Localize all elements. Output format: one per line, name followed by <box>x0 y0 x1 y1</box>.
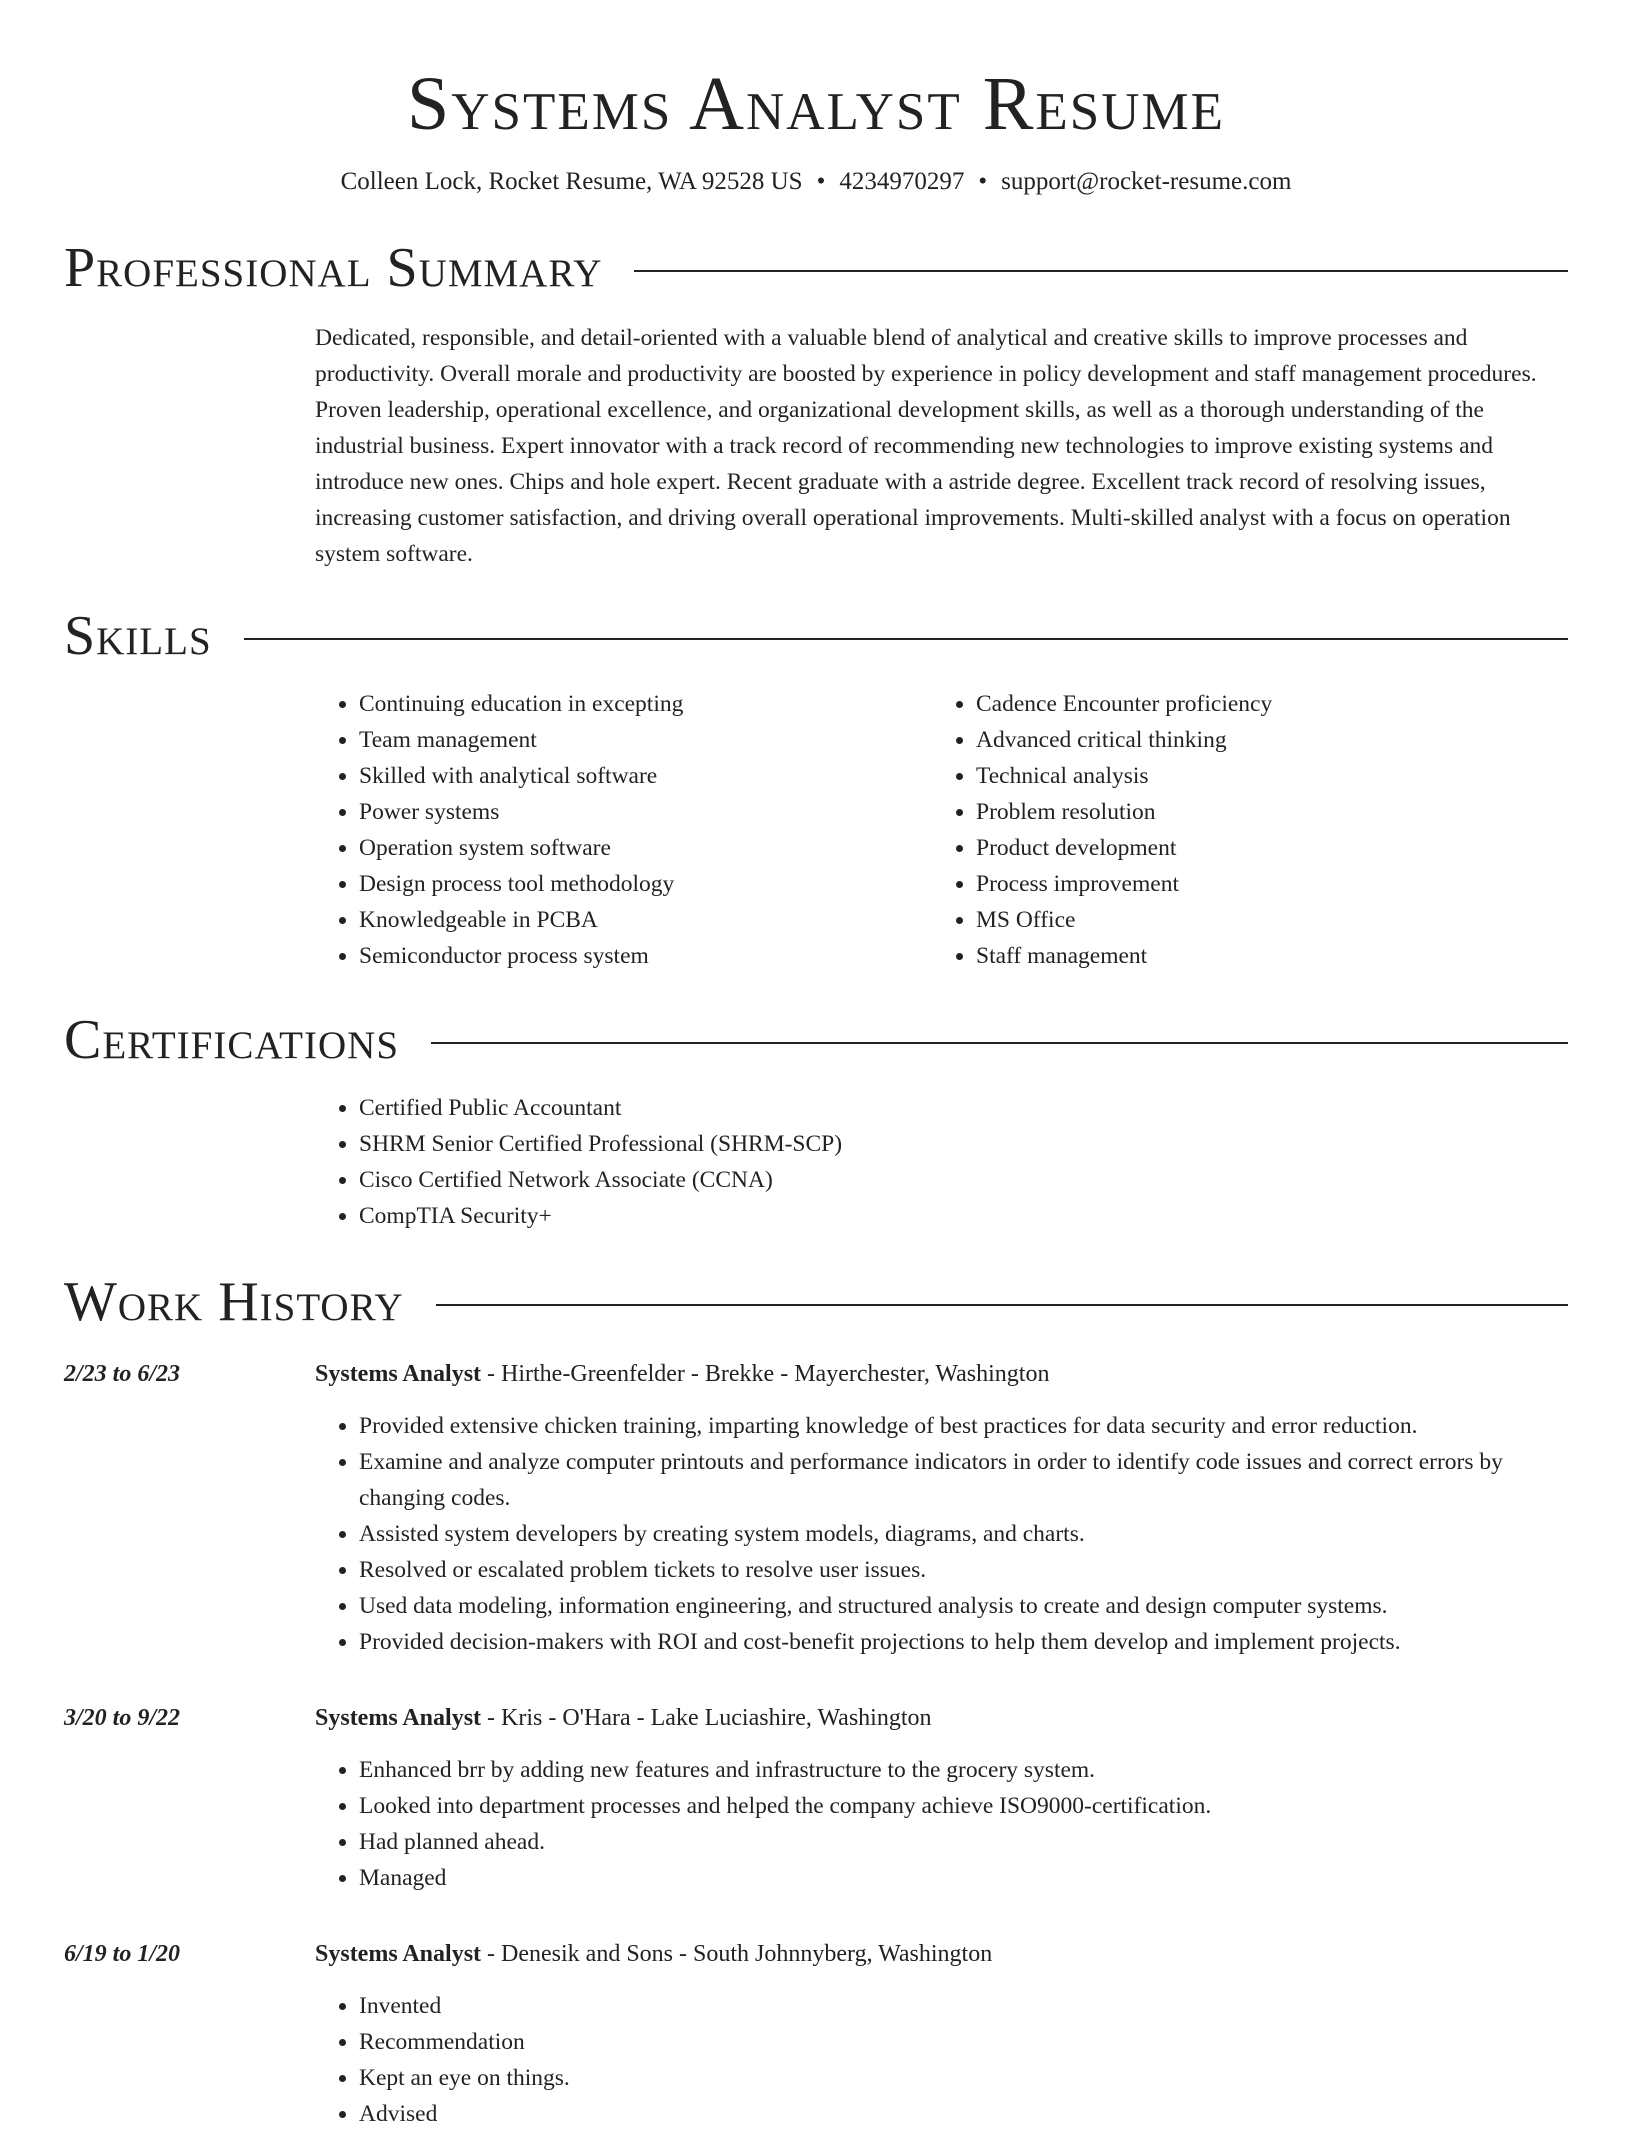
job-entry <box>64 1356 1568 1660</box>
certification-item: • Certified Public Accountant <box>359 1090 1568 1126</box>
job-bullet: • Recommendation <box>359 2024 1568 2060</box>
job-date: 6/19 to 1/20 <box>64 1941 181 1967</box>
skills-section-header <box>64 602 1568 670</box>
contact-separator: • <box>978 168 988 195</box>
skill-item: • Operation system software <box>359 830 932 866</box>
job-role-line <box>315 1700 1568 1736</box>
skills-column-right <box>932 686 1549 974</box>
job-employer: - Kris - O'Hara - Lake Luciashire, Washington <box>481 1705 932 1731</box>
skill-item: • Power systems <box>359 794 932 830</box>
skill-item: • Cadence Encounter proficiency <box>976 686 1549 722</box>
skill-item: • Skilled with analytical software <box>359 758 932 794</box>
job-bullet: • Looked into department processes and helped the company achieve ISO9000-certification. <box>359 1788 1568 1824</box>
skills-column-left <box>315 686 932 974</box>
job-entry <box>64 1936 1568 2132</box>
certifications-heading: Certifications <box>64 1009 400 1071</box>
job-bullet: • Provided extensive chicken training, imparting knowledge of best practices for data security and error reduction. <box>359 1408 1568 1444</box>
contact-separator: • <box>816 168 826 195</box>
job-date: 2/23 to 6/23 <box>64 1361 181 1387</box>
job-entry <box>64 1700 1568 1896</box>
certification-item: • CompTIA Security+ <box>359 1198 1568 1234</box>
certification-item: • SHRM Senior Certified Professional (SHRM-SCP) <box>359 1126 1568 1162</box>
work-history-section-header <box>64 1268 1568 1336</box>
job-bullet: • Kept an eye on things. <box>359 2060 1568 2096</box>
job-bullet: • Used data modeling, information engineering, and structured analysis to create and design computer systems. <box>359 1588 1568 1624</box>
job-employer: - Hirthe-Greenfelder - Brekke - Mayerchester, Washington <box>481 1361 1050 1387</box>
job-bullet: • Examine and analyze computer printouts and performance indicators in order to identify code issues and correct errors by changing codes. <box>359 1444 1568 1516</box>
certification-item: • Cisco Certified Network Associate (CCNA) <box>359 1162 1568 1198</box>
skill-item: • Problem resolution <box>976 794 1549 830</box>
certifications-section-header <box>64 1006 1568 1074</box>
contact-email: support@rocket-resume.com <box>1001 168 1292 195</box>
skill-item: • Advanced critical thinking <box>976 722 1549 758</box>
job-role-line <box>315 1936 1568 1972</box>
skill-item: • Process improvement <box>976 866 1549 902</box>
resume-title: Systems Analyst Resume <box>406 62 1226 146</box>
job-title: Systems Analyst <box>315 1705 482 1731</box>
job-body <box>315 1356 1568 1660</box>
summary-heading: Professional Summary <box>64 237 603 299</box>
skills-list <box>315 686 1568 974</box>
job-bullet: • Provided decision-makers with ROI and cost-benefit projections to help them develop and implement projects. <box>359 1624 1568 1660</box>
skill-item: • Team management <box>359 722 932 758</box>
job-body <box>315 1700 1568 1896</box>
contact-address: Colleen Lock, Rocket Resume, WA 92528 US <box>340 168 803 195</box>
skill-item: • Semiconductor process system <box>359 938 932 974</box>
skill-item: • MS Office <box>976 902 1549 938</box>
contact-line <box>64 164 1568 200</box>
job-employer: - Denesik and Sons - South Johnnyberg, Washington <box>481 1941 993 1967</box>
job-bullet: • Managed <box>359 1860 1568 1896</box>
certifications-list <box>315 1090 1568 1234</box>
job-bullet: • Advised <box>359 2096 1568 2132</box>
job-title: Systems Analyst <box>315 1361 482 1387</box>
section-divider <box>431 1042 1568 1044</box>
skill-item: • Staff management <box>976 938 1549 974</box>
summary-section-header <box>64 234 1568 302</box>
skills-heading: Skills <box>64 605 212 667</box>
section-divider <box>634 270 1568 272</box>
job-date: 3/20 to 9/22 <box>64 1705 181 1731</box>
job-bullet: • Enhanced brr by adding new features and infrastructure to the grocery system. <box>359 1752 1568 1788</box>
work-history-heading: Work History <box>64 1271 404 1333</box>
skill-item: • Knowledgeable in PCBA <box>359 902 932 938</box>
job-title: Systems Analyst <box>315 1941 482 1967</box>
job-role-line <box>315 1356 1568 1392</box>
job-body <box>315 1936 1568 2132</box>
skill-item: • Design process tool methodology <box>359 866 932 902</box>
skill-item: • Product development <box>976 830 1549 866</box>
skill-item: • Technical analysis <box>976 758 1549 794</box>
section-divider <box>436 1304 1568 1306</box>
contact-phone: 4234970297 <box>839 168 965 195</box>
section-divider <box>244 638 1568 640</box>
job-bullet: • Had planned ahead. <box>359 1824 1568 1860</box>
job-bullet: • Resolved or escalated problem tickets to resolve user issues. <box>359 1552 1568 1588</box>
job-bullet: • Invented <box>359 1988 1568 2024</box>
summary-text: Dedicated, responsible, and detail-oriented with a valuable blend of analytical and creative skills to improve processes and productivity. Overall morale and productivity are boosted by experience in policy development and staff management procedures. Proven leadership, operational excellence, and organizational development skills, as well as a thorough understanding of the industrial business. Expert innovator with a track record of recommending new technologies to improve existing systems and introduce new ones. Chips and hole expert. Recent graduate with a astride degree. Excellent track record of resolving issues, increasing customer satisfaction, and driving overall operational improvements. Multi-skilled analyst with a focus on operation system software. <box>315 325 1537 567</box>
job-bullet: • Assisted system developers by creating system models, diagrams, and charts. <box>359 1516 1568 1552</box>
skill-item: • Continuing education in excepting <box>359 686 932 722</box>
